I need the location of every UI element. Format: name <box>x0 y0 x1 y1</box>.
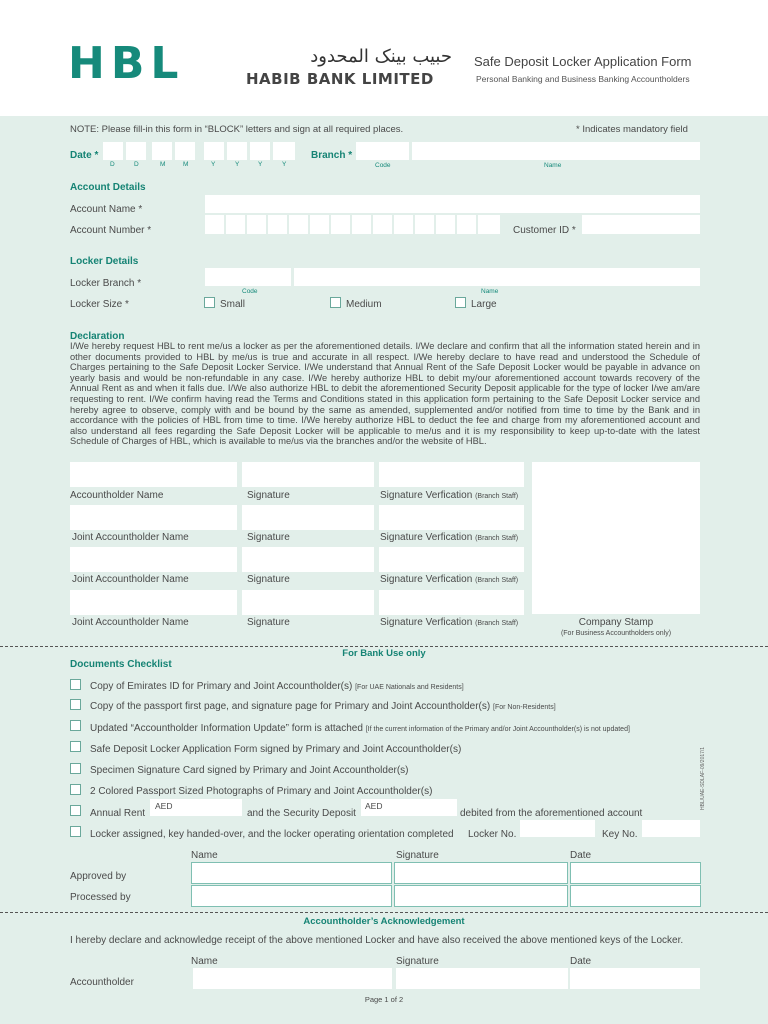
company-stamp-label: Company Stamp <box>578 617 654 628</box>
account-number-digit[interactable] <box>415 215 434 234</box>
acknowledgement-signature-field[interactable] <box>396 968 568 989</box>
locker-assigned-checkbox[interactable] <box>70 826 81 837</box>
key-no-field[interactable] <box>642 820 700 837</box>
section-divider <box>0 912 768 913</box>
checklist-item <box>90 681 464 692</box>
page-header <box>0 0 768 116</box>
account-name-label: Account Name * <box>70 204 143 215</box>
account-number-digit[interactable] <box>436 215 455 234</box>
checklist-checkbox[interactable] <box>70 763 81 774</box>
locker-size-medium-label: Medium <box>346 299 382 310</box>
branch-label: Branch * <box>311 150 353 161</box>
account-number-digit[interactable] <box>457 215 476 234</box>
bank-name-urdu: حبیب بینک المحدود <box>310 46 452 67</box>
locker-size-large-label: Large <box>471 299 497 310</box>
signature-column-header: Signature <box>396 850 439 861</box>
joint-accountholder-3-signature-field[interactable] <box>242 590 374 615</box>
checklist-item-text: Updated “Accountholder Information Update” form is attached <box>90 723 363 734</box>
signature-column-header: Signature <box>396 956 439 967</box>
date-year-1[interactable] <box>204 142 224 160</box>
locker-no-label: Locker No. <box>468 829 517 840</box>
account-number-digit[interactable] <box>289 215 308 234</box>
account-number-digit[interactable] <box>268 215 287 234</box>
page-number: Page 1 of 2 <box>364 995 404 1004</box>
joint-accountholder-1-verification-field[interactable] <box>379 505 524 530</box>
checklist-checkbox[interactable] <box>70 720 81 731</box>
branch-code-caption: Code <box>375 162 391 169</box>
bank-use-heading: For Bank Use only <box>342 648 426 659</box>
declaration-heading: Declaration <box>70 331 125 342</box>
date-day-2[interactable] <box>126 142 146 160</box>
debited-label: debited from the aforementioned account <box>460 808 643 819</box>
checklist-item-text: Specimen Signature Card signed by Primary and Joint Accountholder(s) <box>90 765 409 776</box>
account-number-digit[interactable] <box>478 215 500 234</box>
checklist-item-note: [For Non-Residents] <box>493 704 556 711</box>
date-year-2[interactable] <box>227 142 247 160</box>
date-year-4[interactable] <box>273 142 295 160</box>
approved-by-date-field[interactable] <box>570 862 701 884</box>
account-number-digit[interactable] <box>373 215 392 234</box>
checklist-item-text: 2 Colored Passport Sized Photographs of Primary and Joint Accountholder(s) <box>90 786 433 797</box>
processed-by-label: Processed by <box>70 892 131 903</box>
date-column-header: Date <box>570 850 592 861</box>
processed-by-date-field[interactable] <box>570 885 701 907</box>
branch-name-caption: Name <box>544 162 562 169</box>
locker-branch-name-field[interactable] <box>294 268 700 286</box>
signature-verification-label <box>380 574 518 585</box>
date-year-3[interactable] <box>250 142 270 160</box>
joint-accountholder-1-signature-field[interactable] <box>242 505 374 530</box>
accountholder-name-label: Accountholder Name <box>70 490 164 501</box>
name-column-header: Name <box>191 850 218 861</box>
date-cell-label: D <box>134 161 139 168</box>
joint-accountholder-name-label: Joint Accountholder Name <box>72 617 189 628</box>
approved-by-signature-field[interactable] <box>394 862 568 884</box>
locker-size-label: Locker Size * <box>70 299 129 310</box>
approved-by-label: Approved by <box>70 871 127 882</box>
verification-text: Signature Verfication <box>380 574 473 585</box>
account-number-digit[interactable] <box>205 215 224 234</box>
checklist-item-text: Copy of Emirates ID for Primary and Joint Accountholder(s) <box>90 681 353 692</box>
checklist-checkbox[interactable] <box>70 784 81 795</box>
joint-accountholder-3-verification-field[interactable] <box>379 590 524 615</box>
acknowledgement-name-field[interactable] <box>193 968 392 989</box>
section-divider <box>0 646 768 647</box>
mandatory-note: * Indicates mandatory field <box>576 124 688 135</box>
locker-size-small-label: Small <box>220 299 246 310</box>
date-cell-label: Y <box>235 161 240 168</box>
account-number-digit[interactable] <box>394 215 413 234</box>
branch-staff-note: (Branch Staff) <box>475 620 519 627</box>
branch-name-field[interactable] <box>412 142 700 160</box>
approved-by-name-field[interactable] <box>191 862 392 884</box>
joint-accountholder-2-signature-field[interactable] <box>242 547 374 572</box>
form-subtitle: Personal Banking and Business Banking Accountholders <box>476 74 690 84</box>
date-cell-label: D <box>110 161 115 168</box>
date-month-1[interactable] <box>152 142 172 160</box>
date-day-1[interactable] <box>103 142 123 160</box>
date-cell-label: M <box>183 161 189 168</box>
verification-text: Signature Verfication <box>380 490 473 501</box>
signature-label: Signature <box>247 574 290 585</box>
company-stamp-note: (For Business Accountholders only) <box>560 630 672 637</box>
annual-rent-label: Annual Rent <box>90 808 146 819</box>
customer-id-label: Customer ID * <box>513 225 576 236</box>
signature-verification-label <box>380 617 518 628</box>
locker-branch-code-field[interactable] <box>205 268 291 286</box>
checklist-checkbox[interactable] <box>70 679 81 690</box>
accountholder-signature-field[interactable] <box>242 462 374 487</box>
branch-staff-note: (Branch Staff) <box>475 493 519 500</box>
branch-staff-note: (Branch Staff) <box>475 577 519 584</box>
form-note: NOTE: Please fill-in this form in “BLOCK” letters and sign at all required places. <box>70 124 404 135</box>
checklist-item-note: [If the current information of the Primary and/or Joint Accountholder(s) is not updated] <box>365 726 630 733</box>
account-number-digit[interactable] <box>310 215 329 234</box>
key-no-label: Key No. <box>602 829 638 840</box>
locker-no-field[interactable] <box>520 820 595 837</box>
bank-name: HABIB BANK LIMITED <box>246 70 434 88</box>
account-number-digit[interactable] <box>226 215 245 234</box>
locker-details-heading: Locker Details <box>70 256 139 267</box>
locker-assigned-label: Locker assigned, key handed-over, and the locker operating orientation completed <box>90 829 454 840</box>
joint-accountholder-name-label: Joint Accountholder Name <box>72 532 189 543</box>
joint-accountholder-3-name-field[interactable] <box>70 590 237 615</box>
hbl-logo: HBL <box>68 38 185 89</box>
date-label: Date * <box>70 150 99 161</box>
acknowledgement-date-field[interactable] <box>570 968 700 989</box>
date-cell-label: Y <box>282 161 287 168</box>
name-column-header: Name <box>191 956 218 967</box>
checklist-checkbox[interactable] <box>70 699 81 710</box>
account-number-digit[interactable] <box>331 215 350 234</box>
verification-text: Signature Verfication <box>380 617 473 628</box>
account-name-field[interactable] <box>205 195 700 213</box>
account-number-label: Account Number * <box>70 225 152 236</box>
joint-accountholder-2-verification-field[interactable] <box>379 547 524 572</box>
processed-by-signature-field[interactable] <box>394 885 568 907</box>
checklist-item-note: [For UAE Nationals and Residents] <box>355 684 464 691</box>
signature-label: Signature <box>247 532 290 543</box>
joint-accountholder-2-name-field[interactable] <box>70 547 237 572</box>
annual-rent-currency: AED <box>155 801 173 811</box>
locker-size-medium-checkbox[interactable] <box>330 297 341 308</box>
annual-rent-checkbox[interactable] <box>70 805 81 816</box>
joint-accountholder-1-name-field[interactable] <box>70 505 237 530</box>
security-deposit-label: and the Security Deposit <box>247 808 356 819</box>
signature-verification-label <box>380 532 518 543</box>
checklist-item <box>90 723 630 734</box>
security-deposit-currency: AED <box>365 801 383 811</box>
customer-id-field[interactable] <box>582 215 700 234</box>
account-number-digit[interactable] <box>247 215 266 234</box>
checklist-item-text: Copy of the passport first page, and signature page for Primary and Joint Accountholder(s) <box>90 701 491 712</box>
signature-label: Signature <box>247 490 290 501</box>
locker-size-small-checkbox[interactable] <box>204 297 215 308</box>
checklist-checkbox[interactable] <box>70 741 81 752</box>
accountholder-name-field[interactable] <box>70 462 237 487</box>
signature-verification-label <box>380 490 518 501</box>
checklist-item <box>90 701 556 712</box>
form-code: HBL/UAE-SDLAF-09/2017/1 <box>700 746 706 810</box>
locker-branch-code-caption: Code <box>242 288 258 295</box>
signature-label: Signature <box>247 617 290 628</box>
branch-code-field[interactable] <box>356 142 409 160</box>
date-cell-label: M <box>160 161 166 168</box>
acknowledgement-text: I hereby declare and acknowledge receipt of the above mentioned Locker and have also received the above mentioned keys of the Locker. <box>70 935 684 946</box>
branch-staff-note: (Branch Staff) <box>475 535 519 542</box>
date-cell-label: Y <box>211 161 216 168</box>
acknowledgement-heading: Accountholder’s Acknowledgement <box>303 916 465 927</box>
locker-branch-label: Locker Branch * <box>70 278 142 289</box>
date-column-header: Date <box>570 956 592 967</box>
accountholder-verification-field[interactable] <box>379 462 524 487</box>
account-number-digit[interactable] <box>352 215 371 234</box>
company-stamp-area[interactable] <box>532 462 700 614</box>
form-title: Safe Deposit Locker Application Form <box>474 54 692 69</box>
locker-branch-name-caption: Name <box>481 288 499 295</box>
verification-text: Signature Verfication <box>380 532 473 543</box>
locker-size-large-checkbox[interactable] <box>455 297 466 308</box>
declaration-text: I/We hereby request HBL to rent me/us a locker as per the aforementioned details. I/We declare and confirm that all the information stated herein and in other documents provided to HBL by me/us is true and accurate in all respect. I/We hereby declare to have read and understood the Schedule of Charges pertaining to the Safe Deposit Locker Service. I/We understand that Annual Rent of the Safe Deposit Locker would be payable in advance on yearly basis and would be non-refundable in any case. I/We hereby authorize HBL to debit my/our aforementioned account towards recovery of the Annual Rent as and when it falls due. I/We also authorize HBL to debit the aforementioned Security Deposit applicable for the type of locker I/we am/are requesting to rent. I/We confirm having read the Terms and Conditions stated in this application form pertaining to the Safe Deposit Locker service and hereby agree to observe, comply with and be bound by the same as amended, supplemented and/or notified from time to time by the Bank and in accordance with the policies of HBL from time to time. I/We hereby authorize HBL to deduct the fee and charge from my aforementioned account and also understand all fees regarding the Safe Deposit Locker will be applicable to me/us and it is my responsibility to keep up-to-date with the latest Schedule of Charges of HBL, which is available to me/us via the branches and/or the website of HBL. <box>70 341 700 447</box>
accountholder-label: Accountholder <box>70 977 134 988</box>
documents-checklist-heading: Documents Checklist <box>70 659 172 670</box>
checklist-item-text: Safe Deposit Locker Application Form signed by Primary and Joint Accountholder(s) <box>90 744 462 755</box>
processed-by-name-field[interactable] <box>191 885 392 907</box>
account-details-heading: Account Details <box>70 182 146 193</box>
date-cell-label: Y <box>258 161 263 168</box>
joint-accountholder-name-label: Joint Accountholder Name <box>72 574 189 585</box>
date-month-2[interactable] <box>175 142 195 160</box>
